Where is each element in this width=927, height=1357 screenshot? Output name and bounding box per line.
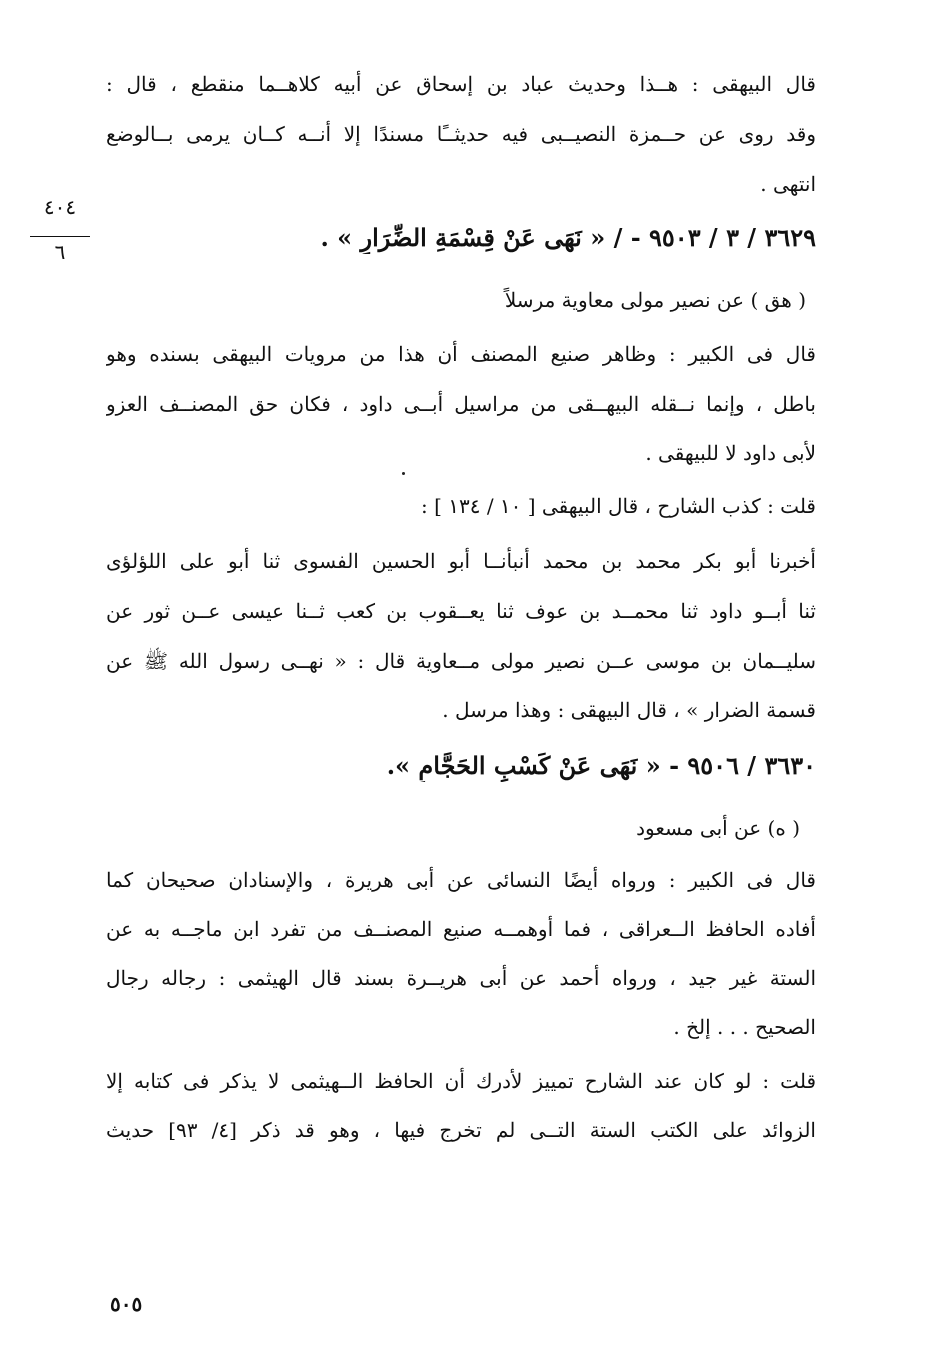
margin-ref-top: ٤٠٤: [43, 195, 77, 219]
hadith-heading: ٣٦٣٠ / ٩٥٠٦ - « نَهَى عَنْ كَسْبِ الحَجَّامِ ».: [386, 751, 816, 780]
text-line: قلت : لو كان عند الشارح تمييز لأدرك أن الحافظ الــهيثمى لا يذكر فى كتابه إلا: [106, 1069, 816, 1093]
text-line: أفاده الحافظ الــعراقى ، فما أوهمــه صنيع المصنــف من تفرد ابن ماجــه به عن: [106, 917, 816, 941]
text-line: انتهى .: [760, 172, 816, 196]
source-line: ( هق ) عن نصير مولى معاوية مرسلاً: [504, 288, 806, 312]
scan-speck: [402, 472, 405, 475]
text-line: قال البيهقى : هــذا وحديث عباد بن إسحاق عن أبيه كلاهــما منقطع ، قال :: [106, 72, 816, 96]
text-line: قلت : كذب الشارح ، قال البيهقى [ ١٠ / ١٣٤ ] :: [420, 494, 816, 518]
source-line: ( ه) عن أبى مسعود: [636, 816, 800, 840]
text-line: الصحيح . . . إلخ .: [673, 1015, 816, 1039]
text-line: وقد روى عن حــمزة النصيــبى فيه حديثــًا مسندًا إلا أنــه كــان يرمى بــالوضع: [106, 122, 816, 146]
margin-divider: [30, 236, 90, 237]
text-line: قال فى الكبير : ورواه أيضًا النسائى عن أبى هريرة ، والإسنادان صحيحان كما: [106, 868, 816, 892]
text-line: ثنا أبــو داود ثنا محمــد بن عوف ثنا يعــقوب بن كعب ثــنا عيسى عــن ثور عن: [106, 599, 816, 623]
text-line: لأبى داود لا للبيهقى .: [645, 441, 816, 465]
text-line: قال فى الكبير : وظاهر صنيع المصنف أن هذا من مرويات البيهقى بسنده وهو: [106, 342, 816, 366]
text-line: الزوائد على الكتب الستة التــى لم تخرج فيها ، وهو قد ذكر [٤/ ٩٣] حديث: [106, 1118, 816, 1142]
margin-ref-bottom: ٦: [54, 240, 66, 264]
hadith-heading: ٣٦٢٩ / ٣ / ٩٥٠٣ - / « نَهَى عَنْ قِسْمَةِ الضِّرَارِ » .: [320, 223, 816, 252]
text-line: باطل ، وإنما نــقله البيهــقى من مراسيل أبــى داود ، فكان حق المصنــف العزو: [106, 392, 816, 416]
text-line: سليــمان بن موسى عــن نصير مولى مــعاوية قال : « نهــى رسول الله ﷺ عن: [106, 649, 816, 673]
text-line: الستة غير جيد ، ورواه أحمد عن أبى هريــرة بسند قال الهيثمى : رجاله رجال: [106, 966, 816, 990]
text-line: قسمة الضرار » ، قال البيهقى : وهذا مرسل .: [442, 698, 816, 722]
page-number: ٥٠٥: [110, 1292, 143, 1316]
text-line: أخبرنا أبو بكر محمد بن محمد أنبأنــا أبو الحسين الفسوى ثنا أبو على اللؤلؤى: [106, 549, 816, 573]
